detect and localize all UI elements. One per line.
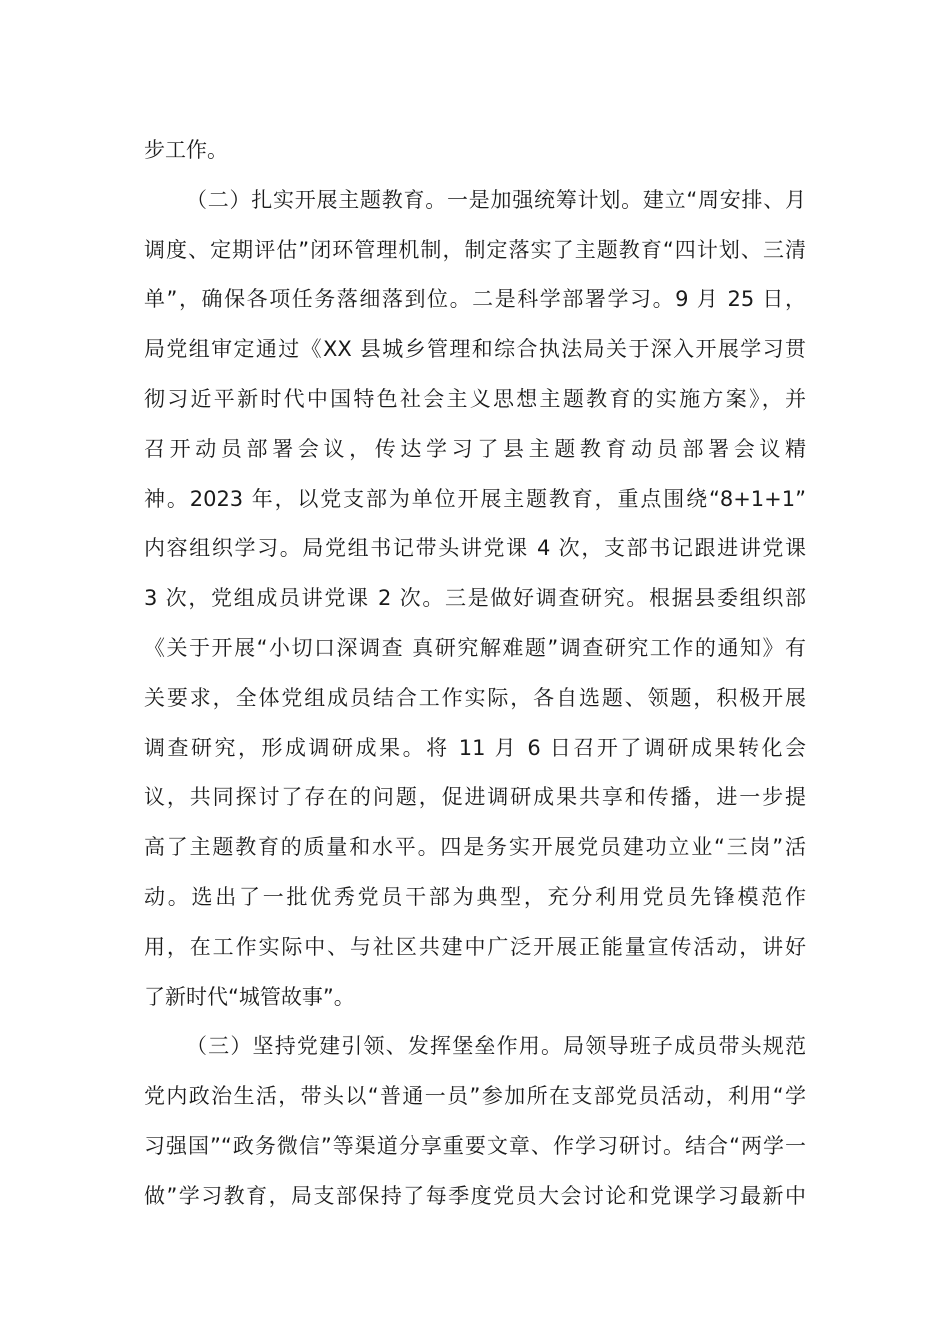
text-line: 步工作。 [144,138,228,162]
text-line: 单”，确保各项任务落细落到位。二是科学部署学习。9 月 25 日， [144,287,806,311]
text-line: （三）坚持党建引领、发挥堡垒作用。局领导班子成员带头规范 [186,1034,806,1058]
text-line: 高了主题教育的质量和水平。四是务实开展党员建功立业“三岗”活 [144,835,806,859]
text-line: 神。2023 年，以党支部为单位开展主题教育，重点围绕“8+1+1” [144,487,806,511]
text-line: 局党组审定通过《XX 县城乡管理和综合执法局关于深入开展学习贯 [144,337,806,361]
text-line: （二）扎实开展主题教育。一是加强统筹计划。建立“周安排、月 [186,188,806,212]
text-line: 内容组织学习。局党组书记带头讲党课 4 次，支部书记跟进讲党课 [144,536,806,560]
text-line: 3 次，党组成员讲党课 2 次。三是做好调查研究。根据县委组织部 [144,586,806,610]
text-line: 议，共同探讨了存在的问题，促进调研成果共享和传播，进一步提 [144,785,806,809]
text-line: 动。选出了一批优秀党员干部为典型，充分利用党员先锋模范作 [144,885,806,909]
text-line: 调度、定期评估”闭环管理机制，制定落实了主题教育“四计划、三清 [144,238,806,262]
text-line: 党内政治生活，带头以“普通一员”参加所在支部党员活动，利用“学 [144,1084,806,1108]
text-line: 彻习近平新时代中国特色社会主义思想主题教育的实施方案》，并 [144,387,806,411]
text-line: 调查研究，形成调研成果。将 11 月 6 日召开了调研成果转化会 [144,736,806,760]
text-line: 关要求，全体党组成员结合工作实际，各自选题、领题，积极开展 [144,686,806,710]
text-line: 用，在工作实际中、与社区共建中广泛开展正能量宣传活动，讲好 [144,935,806,959]
text-line: 《关于开展“小切口深调查 真研究解难题”调查研究工作的通知》有 [144,636,806,660]
text-line: 习强国”“政务微信”等渠道分享重要文章、作学习研讨。结合“两学一 [144,1134,806,1158]
text-line: 做”学习教育，局支部保持了每季度党员大会讨论和党课学习最新中 [144,1184,806,1208]
text-line: 召开动员部署会议，传达学习了县主题教育动员部署会议精 [144,437,806,461]
text-line: 了新时代“城管故事”。 [144,985,355,1009]
